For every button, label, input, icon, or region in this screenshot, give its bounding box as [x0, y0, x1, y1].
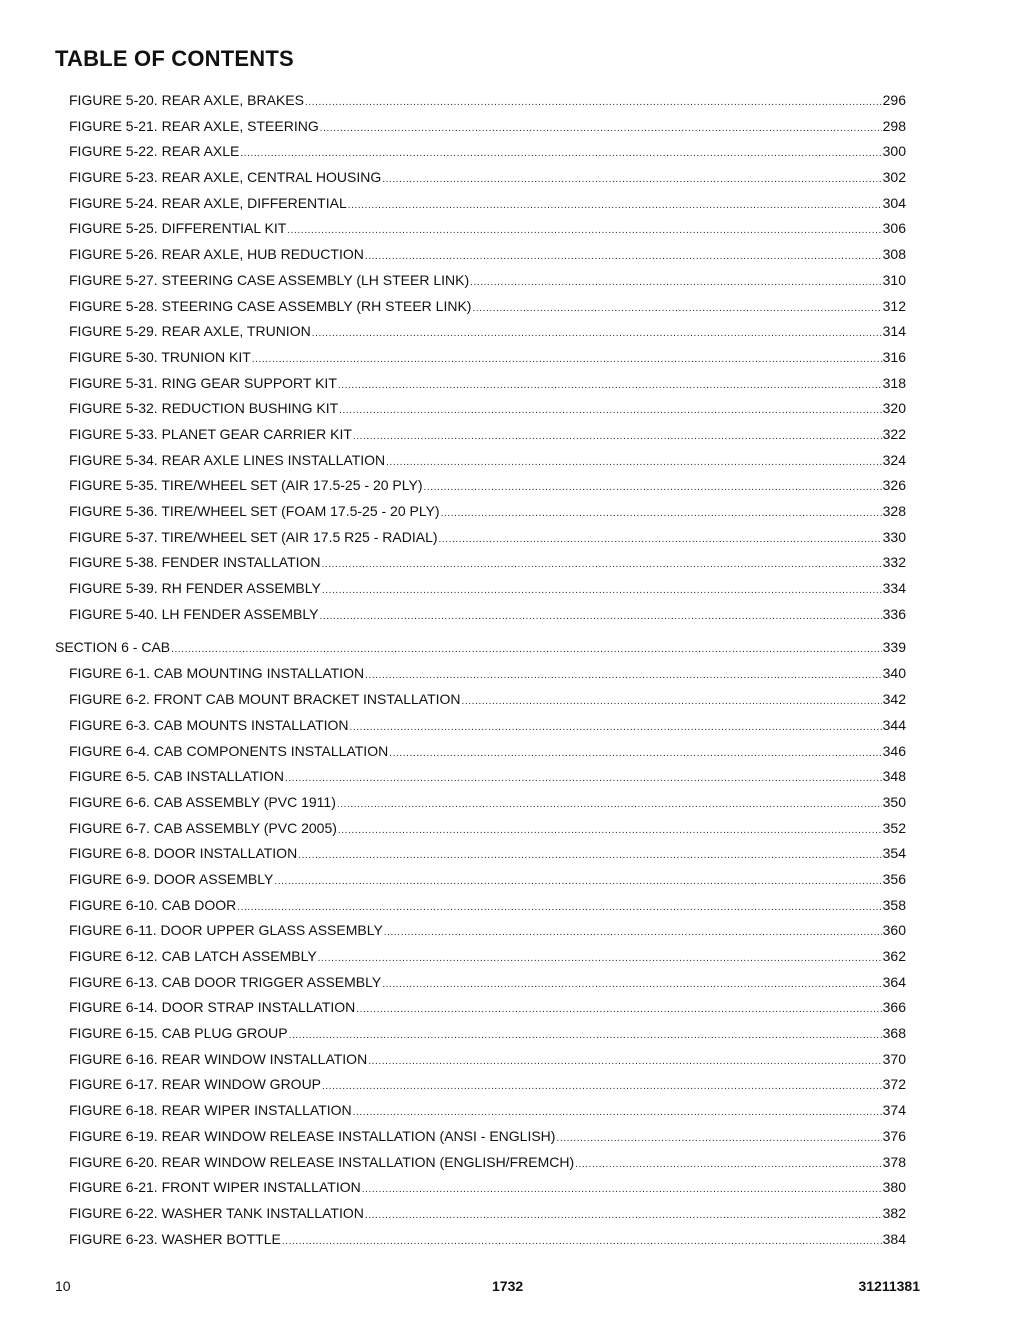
toc-dot-leader — [322, 581, 882, 601]
toc-figure-entry[interactable] — [55, 818, 906, 844]
toc-figure-entry[interactable] — [55, 663, 906, 689]
toc-entry-page: 328 — [882, 503, 906, 519]
footer-model: 1732 — [492, 1278, 524, 1294]
toc-figure-entry[interactable] — [55, 1049, 906, 1075]
toc-entry-page: 332 — [882, 554, 906, 571]
toc-dot-leader — [320, 119, 882, 139]
toc-entry-page: 314 — [882, 323, 906, 340]
toc-entry-page: 344 — [882, 716, 906, 733]
toc-figure-entry[interactable] — [55, 1023, 906, 1049]
toc-dot-leader — [441, 504, 882, 524]
toc-entry-page: 320 — [882, 400, 906, 417]
toc-dot-leader — [318, 949, 882, 969]
toc-entry-label: FIGURE 5-33. PLANET GEAR CARRIER KIT — [69, 425, 352, 442]
toc-dot-leader — [338, 821, 882, 841]
toc-entry-label: FIGURE 6-9. DOOR ASSEMBLY — [69, 870, 274, 887]
toc-dot-leader — [274, 872, 881, 892]
toc-entry-label: FIGURE 5-38. FENDER INSTALLATION — [69, 554, 321, 571]
toc-entry-label: FIGURE 6-1. CAB MOUNTING INSTALLATION — [69, 665, 365, 682]
toc-entry-label: FIGURE 5-28. STEERING CASE ASSEMBLY (RH STEER LINK) — [69, 297, 472, 314]
toc-entry-page: 372 — [882, 1076, 906, 1093]
toc-dot-leader — [368, 1052, 881, 1072]
toc-dot-leader — [171, 640, 882, 660]
toc-entry-page: 302 — [882, 169, 906, 186]
toc-entry-page: 366 — [882, 999, 906, 1016]
toc-dot-leader — [289, 1026, 882, 1046]
toc-dot-leader — [348, 196, 882, 216]
toc-entry-page: 356 — [882, 870, 906, 887]
toc-entry-label: FIGURE 6-5. CAB INSTALLATION — [69, 768, 284, 785]
toc-figure-entry[interactable] — [55, 193, 906, 219]
toc-entry-label: FIGURE 6-10. CAB DOOR — [69, 896, 237, 913]
toc-dot-leader — [365, 666, 882, 686]
toc-dot-leader — [339, 401, 881, 421]
toc-figure-entry[interactable] — [55, 424, 906, 450]
toc-dot-leader — [556, 1129, 881, 1149]
toc-entry-label: FIGURE 6-14. DOOR STRAP INSTALLATION — [69, 999, 356, 1016]
toc-entry-label: SECTION 6 - CAB — [55, 639, 171, 656]
toc-figure-entry[interactable] — [55, 1100, 906, 1126]
toc-figure-entry[interactable] — [55, 167, 906, 193]
toc-entry-label: FIGURE 5-36. TIRE/WHEEL SET (FOAM 17.5-25 - 20 PLY) — [69, 503, 440, 519]
toc-dot-leader — [382, 170, 881, 190]
toc-entry-page: 348 — [882, 768, 906, 785]
toc-figure-entry[interactable] — [55, 116, 906, 142]
toc-dot-leader — [285, 769, 882, 789]
toc-figure-entry[interactable] — [55, 90, 906, 116]
toc-entry-page: 346 — [882, 742, 906, 759]
toc-figure-entry[interactable] — [55, 766, 906, 792]
toc-entry-page: 350 — [882, 793, 906, 810]
toc-entry-label: FIGURE 5-27. STEERING CASE ASSEMBLY (LH STEER LINK) — [69, 271, 470, 288]
toc-dot-leader — [237, 898, 881, 918]
toc-entry-page: 352 — [882, 819, 906, 836]
toc-entry-label: FIGURE 6-23. WASHER BOTTLE — [69, 1230, 281, 1247]
toc-dot-leader — [353, 1103, 882, 1123]
toc-dot-leader — [365, 1206, 882, 1226]
toc-dot-leader — [305, 93, 882, 113]
toc-figure-entry[interactable] — [55, 1203, 906, 1229]
toc-entry-page: 306 — [882, 220, 906, 237]
toc-dot-leader — [322, 1077, 882, 1097]
toc-entry-page: 370 — [882, 1050, 906, 1067]
page-title: TABLE OF CONTENTS — [55, 46, 294, 71]
toc-figure-entry[interactable] — [55, 1229, 906, 1255]
toc-figure-entry[interactable] — [55, 244, 906, 270]
toc-figure-entry[interactable] — [55, 946, 906, 972]
toc-entry-label: FIGURE 6-20. REAR WINDOW RELEASE INSTALLATION (ENGLISH/FREMCH) — [69, 1153, 575, 1170]
toc-figure-entry[interactable] — [55, 1126, 906, 1152]
toc-figure-entry[interactable] — [55, 218, 906, 244]
toc-figure-entry[interactable] — [55, 997, 906, 1023]
toc-figure-entry[interactable] — [55, 527, 906, 553]
toc-dot-leader — [282, 1232, 882, 1252]
toc-dot-leader — [382, 975, 881, 995]
toc-figure-entry[interactable] — [55, 296, 906, 322]
toc-figure-entry[interactable] — [55, 398, 906, 424]
toc-figure-entry[interactable] — [55, 321, 906, 347]
toc-figure-entry[interactable] — [55, 715, 906, 741]
toc-entry-label: FIGURE 5-20. REAR AXLE, BRAKES — [69, 92, 304, 108]
toc-entry-page: 342 — [882, 691, 906, 708]
toc-dot-leader — [389, 744, 881, 764]
toc-entry-label: FIGURE 5-30. TRUNION KIT — [69, 348, 251, 365]
toc-dot-leader — [319, 607, 881, 627]
toc-entry-page: 334 — [882, 580, 906, 597]
toc-figure-entry[interactable] — [55, 689, 906, 715]
toc-entry-page: 354 — [882, 845, 906, 862]
toc-entry-page: 382 — [882, 1204, 906, 1221]
toc-entry-label: FIGURE 6-15. CAB PLUG GROUP — [69, 1025, 288, 1042]
toc-entry-label: FIGURE 6-2. FRONT CAB MOUNT BRACKET INSTALLATION — [69, 691, 461, 708]
toc-entry-page: 296 — [882, 92, 906, 108]
toc-dot-leader — [575, 1155, 882, 1175]
footer-page-number: 10 — [55, 1278, 71, 1294]
toc-entry-page: 376 — [882, 1127, 906, 1144]
toc-figure-entry[interactable] — [55, 501, 906, 527]
toc-entry-page: 339 — [882, 639, 906, 656]
toc-entry-page: 362 — [882, 948, 906, 964]
toc-figure-entry[interactable] — [55, 552, 906, 578]
toc-dot-leader — [338, 376, 882, 396]
toc-entry-label: FIGURE 5-39. RH FENDER ASSEMBLY — [69, 580, 321, 597]
toc-entry-page: 326 — [882, 477, 906, 494]
toc-entry-label: FIGURE 6-13. CAB DOOR TRIGGER ASSEMBLY — [69, 973, 382, 990]
toc-dot-leader — [298, 846, 881, 866]
toc-entry-page: 378 — [882, 1153, 906, 1170]
toc-entry-page: 298 — [882, 117, 906, 134]
toc-entry-page: 384 — [882, 1230, 906, 1247]
table-of-contents — [55, 90, 906, 1254]
toc-entry-label: FIGURE 6-16. REAR WINDOW INSTALLATION — [69, 1050, 368, 1067]
toc-section-entry[interactable] — [55, 629, 906, 663]
toc-entry-label: FIGURE 6-4. CAB COMPONENTS INSTALLATION — [69, 742, 389, 759]
toc-entry-page: 316 — [882, 348, 906, 365]
toc-figure-entry[interactable] — [55, 920, 906, 946]
toc-figure-entry[interactable] — [55, 1152, 906, 1178]
toc-figure-entry[interactable] — [55, 972, 906, 998]
toc-entry-page: 358 — [882, 896, 906, 913]
toc-entry-label: FIGURE 5-37. TIRE/WHEEL SET (AIR 17.5 R25 - RADIAL) — [69, 528, 438, 545]
toc-entry-label: FIGURE 6-8. DOOR INSTALLATION — [69, 845, 298, 862]
page-footer — [55, 1278, 920, 1296]
toc-dot-leader — [424, 478, 882, 498]
toc-entry-page: 310 — [882, 271, 906, 288]
toc-entry-label: FIGURE 5-21. REAR AXLE, STEERING — [69, 117, 319, 134]
toc-dot-leader — [322, 555, 882, 575]
toc-entry-page: 318 — [882, 374, 906, 391]
toc-entry-label: FIGURE 5-35. TIRE/WHEEL SET (AIR 17.5-25 - 20 PLY) — [69, 477, 423, 494]
toc-figure-entry[interactable] — [55, 843, 906, 869]
toc-entry-label: FIGURE 5-40. LH FENDER ASSEMBLY — [69, 605, 319, 622]
toc-figure-entry[interactable] — [55, 475, 906, 501]
toc-figure-entry[interactable] — [55, 895, 906, 921]
toc-entry-label: FIGURE 5-34. REAR AXLE LINES INSTALLATION — [69, 451, 386, 468]
toc-entry-page: 340 — [882, 665, 906, 682]
toc-dot-leader — [356, 1000, 881, 1020]
toc-figure-entry[interactable] — [55, 450, 906, 476]
toc-entry-label: FIGURE 5-23. REAR AXLE, CENTRAL HOUSING — [69, 169, 382, 186]
toc-dot-leader — [470, 273, 881, 293]
toc-entry-page: 336 — [882, 605, 906, 622]
toc-entry-page: 300 — [882, 143, 906, 160]
toc-entry-label: FIGURE 6-3. CAB MOUNTS INSTALLATION — [69, 716, 349, 733]
toc-entry-label: FIGURE 5-22. REAR AXLE — [69, 143, 240, 160]
toc-entry-page: 364 — [882, 973, 906, 990]
toc-figure-entry[interactable] — [55, 578, 906, 604]
toc-figure-entry[interactable] — [55, 741, 906, 767]
toc-entry-label: FIGURE 6-21. FRONT WIPER INSTALLATION — [69, 1179, 361, 1196]
toc-figure-entry[interactable] — [55, 373, 906, 399]
toc-dot-leader — [312, 324, 882, 344]
toc-entry-page: 322 — [882, 425, 906, 442]
toc-entry-label: FIGURE 5-31. RING GEAR SUPPORT KIT — [69, 374, 337, 391]
toc-entry-label: FIGURE 5-32. REDUCTION BUSHING KIT — [69, 400, 339, 417]
toc-dot-leader — [337, 795, 882, 815]
toc-dot-leader — [384, 923, 882, 943]
toc-figure-entry[interactable] — [55, 869, 906, 895]
toc-entry-label: FIGURE 6-18. REAR WIPER INSTALLATION — [69, 1102, 352, 1119]
toc-figure-entry[interactable] — [55, 347, 906, 373]
toc-entry-page: 360 — [882, 922, 906, 939]
toc-dot-leader — [386, 453, 882, 473]
toc-entry-label: FIGURE 6-11. DOOR UPPER GLASS ASSEMBLY — [69, 922, 383, 939]
toc-entry-label: FIGURE 6-7. CAB ASSEMBLY (PVC 2005) — [69, 819, 337, 836]
toc-dot-leader — [287, 221, 881, 241]
toc-figure-entry[interactable] — [55, 141, 906, 167]
toc-dot-leader — [439, 530, 882, 550]
toc-figure-entry[interactable] — [55, 1177, 906, 1203]
toc-dot-leader — [472, 299, 881, 319]
toc-dot-leader — [353, 427, 882, 447]
toc-dot-leader — [350, 718, 882, 738]
toc-dot-leader — [240, 144, 881, 164]
toc-entry-page: 368 — [882, 1025, 906, 1042]
toc-entry-page: 380 — [882, 1179, 906, 1196]
toc-entry-label: FIGURE 6-6. CAB ASSEMBLY (PVC 1911) — [69, 793, 336, 810]
toc-dot-leader — [362, 1180, 882, 1200]
toc-dot-leader — [252, 350, 882, 370]
toc-entry-label: FIGURE 5-29. REAR AXLE, TRUNION — [69, 323, 311, 340]
toc-entry-label: FIGURE 6-17. REAR WINDOW GROUP — [69, 1076, 322, 1093]
toc-entry-page: 324 — [882, 451, 906, 468]
toc-entry-label: FIGURE 6-22. WASHER TANK INSTALLATION — [69, 1204, 364, 1221]
toc-entry-label: FIGURE 6-12. CAB LATCH ASSEMBLY — [69, 948, 317, 964]
toc-entry-label: FIGURE 5-24. REAR AXLE, DIFFERENTIAL — [69, 194, 347, 211]
footer-document-number: 31211381 — [858, 1278, 920, 1294]
toc-entry-label: FIGURE 5-26. REAR AXLE, HUB REDUCTION — [69, 246, 364, 263]
toc-entry-page: 312 — [882, 297, 906, 314]
toc-figure-entry[interactable] — [55, 604, 906, 630]
toc-entry-page: 374 — [882, 1102, 906, 1119]
toc-entry-page: 330 — [882, 528, 906, 545]
toc-dot-leader — [365, 247, 882, 267]
toc-entry-page: 304 — [882, 194, 906, 211]
toc-entry-page: 308 — [882, 246, 906, 263]
toc-entry-label: FIGURE 5-25. DIFFERENTIAL KIT — [69, 220, 287, 237]
toc-figure-entry[interactable] — [55, 270, 906, 296]
toc-figure-entry[interactable] — [55, 1074, 906, 1100]
toc-entry-label: FIGURE 6-19. REAR WINDOW RELEASE INSTALLATION (ANSI - ENGLISH) — [69, 1127, 556, 1144]
toc-figure-entry[interactable] — [55, 792, 906, 818]
toc-dot-leader — [462, 692, 882, 712]
